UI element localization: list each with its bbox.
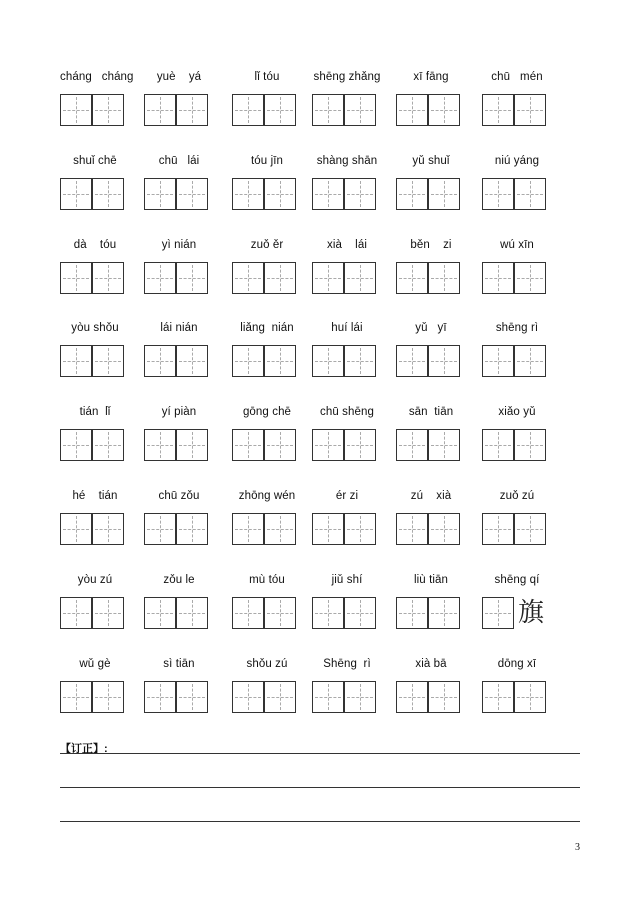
pinyin-label: xià bā [415, 658, 447, 670]
pinyin-label: mù tóu [249, 574, 285, 586]
character-box[interactable] [344, 345, 376, 377]
character-box[interactable] [344, 597, 376, 629]
character-box[interactable] [144, 597, 176, 629]
correction-label: 【订正】: [60, 743, 108, 755]
writing-grid [60, 681, 124, 713]
writing-grid [482, 94, 546, 126]
pinyin-label: liù tiān [413, 574, 449, 586]
character-box[interactable] [60, 262, 92, 294]
pinyin-label: shuǐ chē [73, 155, 117, 167]
correction-line[interactable] [60, 821, 580, 822]
writing-grid [396, 429, 460, 461]
character-box[interactable] [232, 262, 264, 294]
character-box[interactable] [176, 178, 208, 210]
character-box[interactable] [232, 345, 264, 377]
character-box[interactable] [312, 262, 344, 294]
character-box[interactable] [144, 94, 176, 126]
character-box[interactable] [264, 429, 296, 461]
writing-grid [144, 178, 208, 210]
writing-grid [232, 262, 296, 294]
pinyin-label: běn zi [410, 239, 452, 251]
pinyin-label: yì nián [161, 239, 197, 251]
correction-line[interactable] [60, 753, 580, 754]
character-box[interactable] [428, 681, 460, 713]
character-box[interactable] [312, 513, 344, 545]
character-box[interactable] [232, 429, 264, 461]
character-box[interactable] [176, 345, 208, 377]
writing-grid [396, 262, 460, 294]
character-box[interactable] [60, 345, 92, 377]
pinyin-label: chū shēng [320, 406, 374, 418]
character-box[interactable] [92, 178, 124, 210]
pinyin-label: cháng cháng [60, 71, 134, 83]
character-box[interactable] [144, 681, 176, 713]
writing-grid [232, 513, 296, 545]
writing-grid [232, 681, 296, 713]
character-box[interactable] [92, 345, 124, 377]
character-box[interactable] [312, 345, 344, 377]
pinyin-label: yuè yá [156, 71, 202, 83]
character-box[interactable] [428, 597, 460, 629]
character-box[interactable] [428, 513, 460, 545]
writing-grid [312, 429, 376, 461]
pinyin-label: sān tiān [408, 406, 454, 418]
pinyin-label: shēng qí [494, 574, 540, 586]
character-box[interactable] [312, 681, 344, 713]
exercise-row [0, 573, 640, 653]
writing-grid [232, 178, 296, 210]
character-box[interactable] [176, 597, 208, 629]
pinyin-label: lái nián [160, 322, 198, 334]
writing-grid [60, 262, 124, 294]
pinyin-label: wǔ gè [79, 658, 111, 670]
writing-grid [312, 597, 376, 629]
writing-grid [232, 597, 296, 629]
character-box[interactable] [176, 94, 208, 126]
character-box[interactable] [92, 262, 124, 294]
character-box[interactable] [344, 681, 376, 713]
page-number: 3 [575, 842, 580, 853]
writing-grid [312, 262, 376, 294]
character-box[interactable] [514, 681, 546, 713]
pinyin-label: zuǒ ěr [250, 239, 284, 251]
writing-grid [144, 94, 208, 126]
character-box[interactable] [92, 597, 124, 629]
character-box[interactable] [312, 597, 344, 629]
character-box[interactable] [264, 345, 296, 377]
pinyin-label: dōng xī [497, 658, 537, 670]
pinyin-label: zhōng wén [238, 490, 296, 502]
character-box[interactable] [396, 597, 428, 629]
pinyin-label: niú yáng [494, 155, 540, 167]
pinyin-label: liǎng nián [240, 322, 294, 334]
writing-grid [60, 429, 124, 461]
character-box[interactable] [396, 345, 428, 377]
character-box[interactable] [176, 513, 208, 545]
pinyin-label: xī fāng [413, 71, 449, 83]
writing-grid [144, 681, 208, 713]
pinyin-label: tián lǐ [79, 406, 111, 418]
writing-grid [60, 178, 124, 210]
character-box[interactable] [344, 178, 376, 210]
writing-grid [312, 681, 376, 713]
character-box[interactable] [176, 262, 208, 294]
writing-grid [312, 178, 376, 210]
pinyin-label: shàng shān [316, 155, 378, 167]
writing-grid [144, 597, 208, 629]
writing-grid [144, 513, 208, 545]
character-box[interactable] [344, 94, 376, 126]
writing-grid [396, 681, 460, 713]
writing-grid [482, 597, 514, 629]
pinyin-label: xiǎo yǔ [498, 406, 536, 418]
character-box[interactable] [482, 262, 514, 294]
writing-grid [482, 178, 546, 210]
pinyin-label: shēng zhǎng [313, 71, 381, 83]
pinyin-label: yí piàn [161, 406, 197, 418]
exercise-row [0, 489, 640, 569]
character-box[interactable] [344, 262, 376, 294]
character-box[interactable] [482, 178, 514, 210]
pinyin-label: zuǒ zú [499, 490, 535, 502]
character-box[interactable] [92, 513, 124, 545]
pinyin-label: zǒu le [163, 574, 195, 586]
writing-grid [396, 345, 460, 377]
character-box[interactable] [60, 681, 92, 713]
pinyin-label: chū mén [491, 71, 543, 83]
character-box[interactable] [514, 513, 546, 545]
character-box[interactable] [144, 262, 176, 294]
character-box[interactable] [482, 681, 514, 713]
pinyin-label: yǔ yī [415, 322, 447, 334]
character-box[interactable] [396, 178, 428, 210]
character-box[interactable] [232, 94, 264, 126]
pinyin-label: lǐ tóu [254, 71, 280, 83]
character-box[interactable] [514, 94, 546, 126]
writing-grid [232, 429, 296, 461]
exercise-row [0, 405, 640, 485]
character-box[interactable] [176, 681, 208, 713]
pinyin-label: chū lái [158, 155, 200, 167]
pinyin-label: Shēng rì [323, 658, 371, 670]
character-box[interactable] [312, 429, 344, 461]
exercise-row [0, 154, 640, 234]
character-box[interactable] [344, 513, 376, 545]
character-box[interactable] [428, 178, 460, 210]
character-box[interactable] [144, 513, 176, 545]
character-box[interactable] [232, 681, 264, 713]
pinyin-label: huí lái [331, 322, 363, 334]
character-box[interactable] [264, 94, 296, 126]
character-box[interactable] [92, 681, 124, 713]
pinyin-label: hé tián [72, 490, 118, 502]
writing-grid [312, 94, 376, 126]
pinyin-label: sì tiān [163, 658, 195, 670]
writing-grid [60, 345, 124, 377]
character-box[interactable] [176, 429, 208, 461]
writing-grid [482, 345, 546, 377]
character-box[interactable] [482, 513, 514, 545]
pinyin-label: shēng rì [495, 322, 539, 334]
writing-grid [144, 262, 208, 294]
character-box[interactable] [428, 429, 460, 461]
character-box[interactable] [312, 178, 344, 210]
character-box[interactable] [60, 178, 92, 210]
writing-grid [232, 94, 296, 126]
character-box[interactable] [482, 429, 514, 461]
exercise-row [0, 70, 640, 150]
character-box[interactable] [264, 262, 296, 294]
writing-grid [60, 597, 124, 629]
exercise-row [0, 657, 640, 737]
pinyin-label: chū zǒu [158, 490, 200, 502]
writing-grid [396, 513, 460, 545]
given-character: 旗 [518, 598, 545, 628]
exercise-row [0, 321, 640, 401]
pinyin-label: yǔ shuǐ [412, 155, 450, 167]
pinyin-label: yòu zú [77, 574, 113, 586]
character-box[interactable] [144, 429, 176, 461]
writing-grid [396, 178, 460, 210]
writing-grid [396, 94, 460, 126]
character-box[interactable] [264, 178, 296, 210]
character-box[interactable] [482, 345, 514, 377]
character-box[interactable] [92, 429, 124, 461]
character-box[interactable] [264, 681, 296, 713]
writing-grid [482, 262, 546, 294]
character-box[interactable] [232, 178, 264, 210]
character-box[interactable] [396, 262, 428, 294]
correction-line[interactable] [60, 787, 580, 788]
character-box[interactable] [144, 178, 176, 210]
exercise-row [0, 238, 640, 318]
character-box[interactable] [396, 429, 428, 461]
character-box[interactable] [428, 94, 460, 126]
writing-grid [482, 429, 546, 461]
pinyin-label: zú xià [410, 490, 452, 502]
character-box[interactable] [514, 345, 546, 377]
character-box[interactable] [482, 597, 514, 629]
pinyin-label: yòu shǒu [71, 322, 119, 334]
character-box[interactable] [92, 94, 124, 126]
character-box[interactable] [60, 94, 92, 126]
pinyin-label: gōng chē [242, 406, 292, 418]
character-box[interactable] [144, 345, 176, 377]
character-box[interactable] [428, 345, 460, 377]
writing-grid [396, 597, 460, 629]
pinyin-label: xià lái [327, 239, 367, 251]
pinyin-label: tóu jīn [250, 155, 284, 167]
pinyin-label: shǒu zú [246, 658, 288, 670]
character-box[interactable] [60, 513, 92, 545]
writing-grid [144, 345, 208, 377]
character-box[interactable] [264, 597, 296, 629]
character-box[interactable] [60, 429, 92, 461]
writing-grid [482, 681, 546, 713]
writing-grid [312, 513, 376, 545]
character-box[interactable] [428, 262, 460, 294]
character-box[interactable] [514, 429, 546, 461]
pinyin-label: ér zi [335, 490, 359, 502]
character-box[interactable] [60, 597, 92, 629]
character-box[interactable] [232, 597, 264, 629]
character-box[interactable] [482, 94, 514, 126]
writing-grid [60, 513, 124, 545]
writing-grid [232, 345, 296, 377]
pinyin-label: dà tóu [73, 239, 117, 251]
writing-grid [144, 429, 208, 461]
writing-grid [60, 94, 124, 126]
character-box[interactable] [264, 513, 296, 545]
pinyin-label: wú xīn [500, 239, 534, 251]
writing-grid [312, 345, 376, 377]
character-box[interactable] [396, 681, 428, 713]
character-box[interactable] [312, 94, 344, 126]
character-box[interactable] [344, 429, 376, 461]
pinyin-label: jiǔ shí [331, 574, 363, 586]
character-box[interactable] [396, 94, 428, 126]
character-box[interactable] [396, 513, 428, 545]
character-box[interactable] [514, 178, 546, 210]
character-box[interactable] [232, 513, 264, 545]
character-box[interactable] [514, 262, 546, 294]
writing-grid [482, 513, 546, 545]
